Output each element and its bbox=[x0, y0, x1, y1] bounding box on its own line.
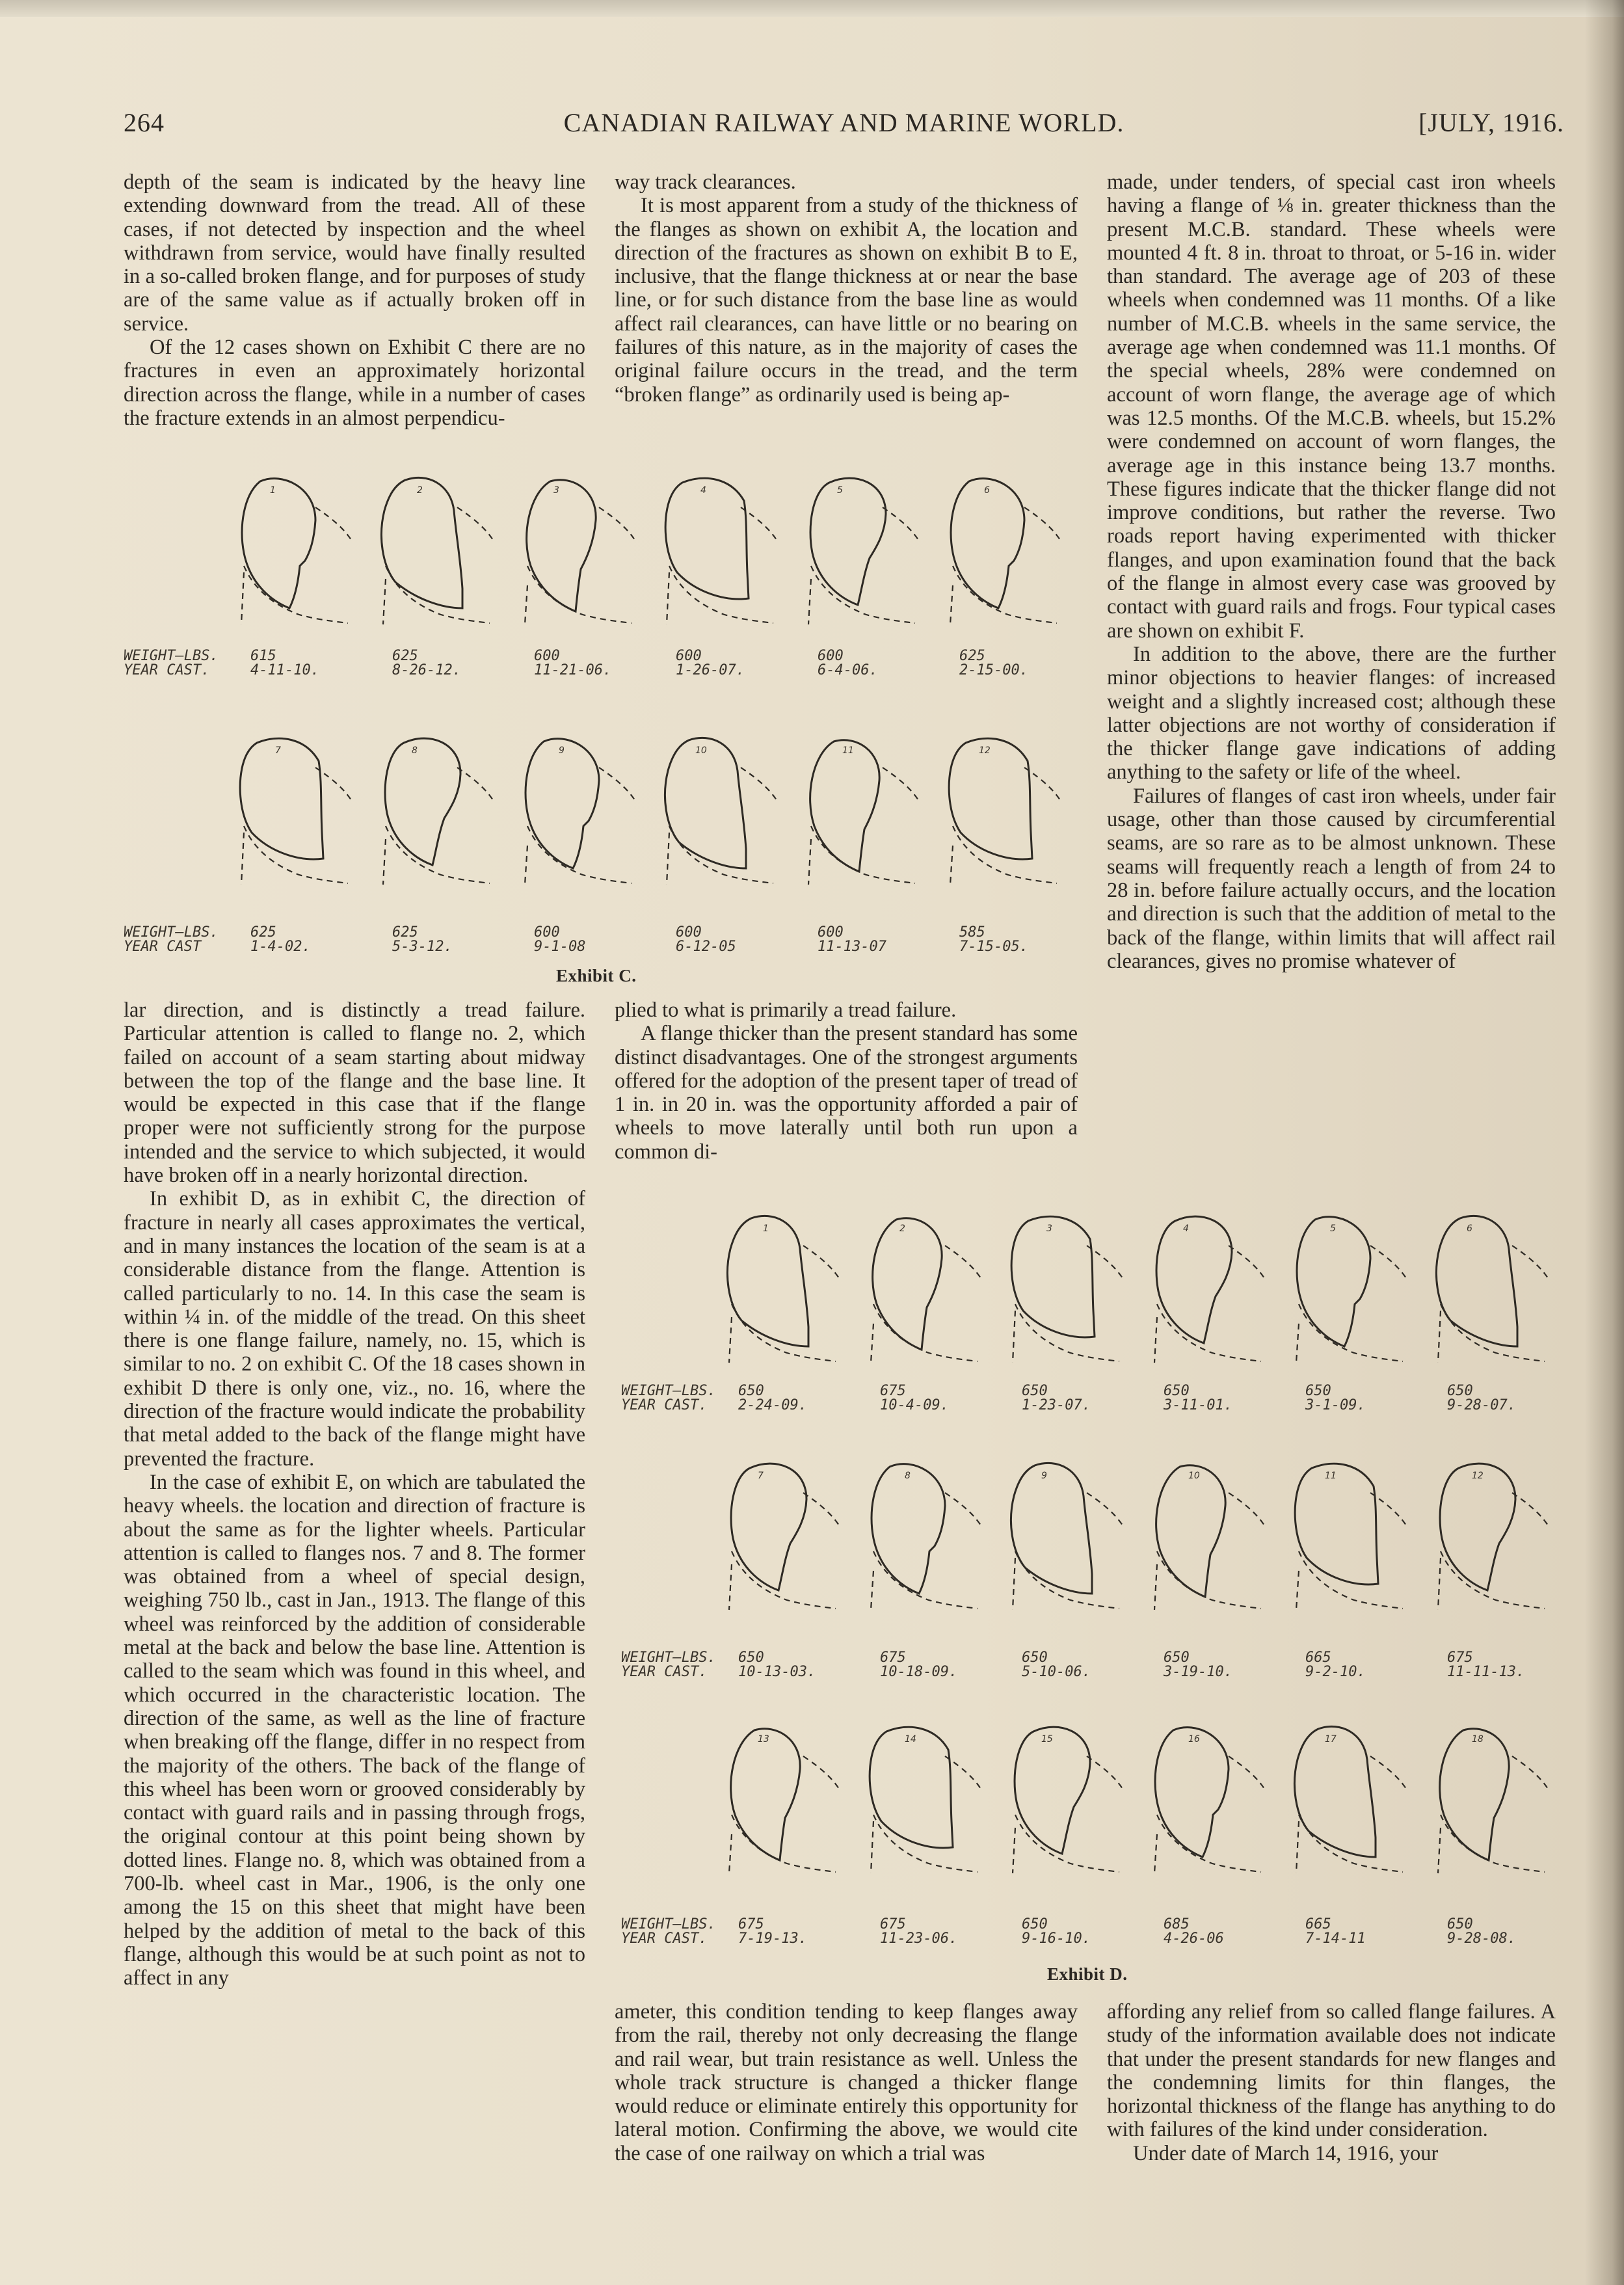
original-contour-dashed bbox=[1229, 1756, 1264, 1789]
flange-outline bbox=[1436, 1216, 1517, 1346]
flange-profile-17-icon bbox=[1294, 1726, 1406, 1873]
flange-outline bbox=[527, 480, 596, 611]
exhibit-d-row1-year-cast-5: 3-1-09. bbox=[1305, 1397, 1366, 1413]
flange-profile-12-icon bbox=[949, 738, 1060, 885]
original-contour-dashed bbox=[1229, 1493, 1264, 1525]
exhibit-d-row2-year-cast-8: 10-18-09. bbox=[880, 1664, 958, 1680]
paragraph: depth of the seam is indicated by the heavy line extending downward from the tread. All of these cases, if not detected by inspection and the wheel withdrawn from service, would have finally resulted in a so-called broken flange, and for purposes of study are of the same value as if actually broken off in service. bbox=[124, 170, 585, 336]
tread-line-dashed bbox=[1438, 1828, 1441, 1873]
flange-outline bbox=[240, 738, 323, 859]
bottom-column-2-bottom bbox=[615, 2000, 1078, 2165]
flange-number: 3 bbox=[553, 485, 559, 496]
tread-line-dashed bbox=[1296, 1821, 1299, 1873]
exhibit-d-row3-weight-16: 685 bbox=[1164, 1916, 1190, 1932]
exhibit-d-row2-weight-9: 650 bbox=[1022, 1650, 1048, 1666]
exhibit-d-row1-weight-4: 650 bbox=[1164, 1383, 1190, 1399]
flange-profile-1-icon bbox=[241, 479, 351, 624]
flange-profile-9-icon bbox=[1011, 1463, 1123, 1610]
exhibit-d-row2-weight-8: 675 bbox=[880, 1650, 906, 1666]
exhibit-d-row1-year-label: YEAR CAST. bbox=[621, 1397, 708, 1413]
base-line-dashed bbox=[669, 826, 773, 883]
tread-line-dashed bbox=[525, 585, 527, 624]
exhibit-c-row2-year-cast-11: 11-13-07 bbox=[818, 939, 886, 955]
exhibit-c-row2-weight-11: 600 bbox=[818, 924, 844, 941]
exhibit-d-row2-year-cast-7: 10-13-03. bbox=[738, 1664, 816, 1680]
exhibit-d-row1-year-cast-6: 9-28-07. bbox=[1447, 1397, 1516, 1413]
flange-number: 2 bbox=[899, 1223, 905, 1234]
flange-number: 12 bbox=[1472, 1471, 1484, 1481]
flange-profile-8-icon bbox=[383, 738, 493, 885]
top-column-2 bbox=[615, 170, 1078, 407]
base-line-dashed bbox=[1015, 1551, 1119, 1609]
flange-outline bbox=[665, 478, 749, 599]
bottom-column-1 bbox=[124, 998, 585, 1990]
exhibit-d-row3-year-label: YEAR CAST. bbox=[621, 1931, 708, 1947]
flange-number: 7 bbox=[275, 745, 281, 756]
exhibit-d-row3-year-cast-17: 7-14-11 bbox=[1305, 1931, 1366, 1947]
flange-profile-6-icon bbox=[1436, 1216, 1548, 1363]
flange-outline bbox=[665, 738, 746, 868]
tread-line-dashed bbox=[808, 839, 811, 885]
flange-profile-16-icon bbox=[1154, 1728, 1264, 1873]
exhibit-c-row2-year-cast-7: 1-4-02. bbox=[250, 939, 311, 955]
exhibit-c-row1-year-cast-4: 1-26-07. bbox=[676, 662, 745, 678]
flange-profile-9-icon bbox=[525, 739, 635, 885]
exhibit-d-row2-weight-label: WEIGHT–LBS. bbox=[621, 1650, 716, 1666]
flange-profile-14-icon bbox=[870, 1727, 981, 1873]
exhibit-d-row1-weight-2: 675 bbox=[880, 1383, 906, 1399]
flange-number: 1 bbox=[763, 1223, 769, 1234]
exhibit-d-row2-year-label: YEAR CAST. bbox=[621, 1664, 708, 1680]
tread-line-dashed bbox=[1438, 1558, 1441, 1610]
paragraph: Of the 12 cases shown on Exhibit C there are no fractures in even an approximately horizontal direction across the flange, while in a number of cases the fracture extends in an almost perpendicu- bbox=[124, 336, 585, 430]
exhibit-c-row1-year-cast-3: 11-21-06. bbox=[534, 662, 612, 678]
flange-outline bbox=[731, 1463, 806, 1590]
paragraph: In exhibit D, as in exhibit C, the direction of fracture in nearly all cases approximates the vertical, and in many instances the location of the seam is at a considerable distance from the flange. Attention is called particularly to no. 14. In this case the seam is within ¼ in. of the middle of the tread. On this sheet there is one flange failure, namely, no. 15, which is similar to no. 2 on exhibit C. Of the 18 cases shown in exhibit D there is only one, viz., no. 16, where the direction of the fracture would indicate the probability that metal added to the back of the flange might have prevented the fracture. bbox=[124, 1187, 585, 1471]
tread-line-dashed bbox=[1013, 1828, 1015, 1873]
exhibit-d-row2-year-cast-11: 9-2-10. bbox=[1305, 1664, 1366, 1680]
paragraph: ameter, this condition tending to keep flanges away from the rail, thereby not only decreasing the flange and rail wear, but train resistance as well. Unless the whole track structure is changed a thicker flange would reduce or eliminate entirely this opportunity for lateral motion. Confirming the above, we would cite the case of one railway on which a trial was bbox=[615, 2000, 1078, 2165]
original-contour-dashed bbox=[803, 1493, 839, 1525]
issue-date: [JULY, 1916. bbox=[1418, 108, 1564, 137]
exhibit-c-svg bbox=[124, 468, 1099, 976]
paragraph: It is most apparent from a study of the thickness of the flanges as shown on exhibit A, the location and direction of the fractures as shown on exhibit B to E, inclusive, that the flange thickness at or near the base line, or for such distance from the base line as would affect rail clearances, can have little or no bearing on failures of this nature, as in the majority of cases the original failure occurs in the tread, and the term “broken flange” as ordinarily used is being ap- bbox=[615, 194, 1078, 407]
exhibit-d-caption: Exhibit D. bbox=[1047, 1964, 1128, 1984]
flange-number: 1 bbox=[270, 485, 276, 496]
tread-line-dashed bbox=[1154, 1317, 1157, 1363]
base-line-dashed bbox=[527, 826, 632, 883]
exhibit-d-row1-year-cast-3: 1-23-07. bbox=[1022, 1397, 1091, 1413]
original-contour-dashed bbox=[1512, 1493, 1548, 1525]
exhibit-c-row2-year-cast-9: 9-1-08 bbox=[534, 939, 586, 955]
bottom-column-3-bottom bbox=[1107, 2000, 1556, 2165]
flange-profile-2-icon bbox=[381, 477, 493, 624]
flange-outline bbox=[1011, 1216, 1095, 1337]
flange-profile-4-icon bbox=[1154, 1216, 1264, 1363]
flange-number: 6 bbox=[1467, 1223, 1472, 1234]
exhibit-c-row1-weight-2: 625 bbox=[392, 648, 418, 664]
exhibit-d-row3-weight-17: 665 bbox=[1305, 1916, 1331, 1932]
base-line-dashed bbox=[732, 1304, 836, 1361]
exhibit-d-row1-weight-1: 650 bbox=[738, 1383, 764, 1399]
flange-number: 11 bbox=[842, 745, 854, 756]
flange-profile-4-icon bbox=[665, 478, 777, 624]
flange-outline bbox=[951, 479, 1024, 608]
flange-outline bbox=[1297, 1217, 1370, 1346]
base-line-dashed bbox=[1157, 1815, 1261, 1872]
flange-profile-2-icon bbox=[871, 1218, 981, 1363]
page-top-edge bbox=[0, 0, 1624, 17]
flange-outline bbox=[949, 738, 1032, 859]
flange-number: 9 bbox=[559, 745, 565, 756]
exhibit-d-row3-weight-18: 650 bbox=[1447, 1916, 1473, 1932]
exhibit-c-row1-weight-3: 600 bbox=[534, 648, 560, 664]
base-line-dashed bbox=[953, 826, 1057, 883]
bottom-column-2-top bbox=[615, 998, 1078, 1164]
original-contour-dashed bbox=[803, 1246, 839, 1278]
flange-outline bbox=[731, 1729, 801, 1860]
tread-line-dashed bbox=[241, 833, 244, 885]
flange-profile-13-icon bbox=[729, 1729, 839, 1873]
original-contour-dashed bbox=[599, 768, 635, 800]
exhibit-d-figure bbox=[615, 1194, 1558, 1981]
tread-line-dashed bbox=[871, 1324, 873, 1363]
original-contour-dashed bbox=[945, 1246, 981, 1278]
exhibit-d-row1-year-cast-2: 10-4-09. bbox=[880, 1397, 949, 1413]
exhibit-d-row3-year-cast-13: 7-19-13. bbox=[738, 1931, 807, 1947]
exhibit-d-row2-weight-11: 665 bbox=[1305, 1650, 1331, 1666]
tread-line-dashed bbox=[808, 579, 811, 624]
base-line-dashed bbox=[244, 826, 348, 883]
flange-outline bbox=[1440, 1729, 1510, 1860]
flange-number: 8 bbox=[412, 745, 418, 756]
flange-profile-11-icon bbox=[808, 740, 918, 885]
tread-line-dashed bbox=[871, 1821, 873, 1873]
original-contour-dashed bbox=[1229, 1246, 1264, 1278]
flange-number: 16 bbox=[1188, 1734, 1200, 1744]
base-line-dashed bbox=[1299, 1551, 1403, 1609]
flange-number: 5 bbox=[1330, 1223, 1336, 1234]
exhibit-c-row2-year-label: YEAR CAST bbox=[124, 939, 202, 955]
base-line-dashed bbox=[732, 1551, 836, 1609]
exhibit-d-row1-weight-label: WEIGHT–LBS. bbox=[621, 1383, 716, 1399]
base-line-dashed bbox=[873, 1551, 978, 1609]
flange-profile-12-icon bbox=[1438, 1463, 1548, 1610]
journal-title: CANADIAN RAILWAY AND MARINE WORLD. bbox=[563, 108, 1125, 137]
tread-line-dashed bbox=[383, 839, 386, 885]
running-header bbox=[124, 107, 1564, 146]
original-contour-dashed bbox=[315, 507, 351, 540]
flange-outline bbox=[1440, 1463, 1515, 1590]
exhibit-d-svg bbox=[615, 1194, 1558, 1981]
paragraph: Under date of March 14, 1916, your bbox=[1133, 2141, 1439, 2165]
exhibit-d-row3-year-cast-14: 11-23-06. bbox=[880, 1931, 958, 1947]
exhibit-d-row3-weight-13: 675 bbox=[738, 1916, 764, 1932]
exhibit-c-row1-weight-5: 600 bbox=[818, 648, 844, 664]
top-column-1 bbox=[124, 170, 585, 430]
exhibit-d-row3-weight-15: 650 bbox=[1022, 1916, 1048, 1932]
tread-line-dashed bbox=[729, 1317, 732, 1363]
exhibit-d-row3-year-cast-15: 9-16-10. bbox=[1022, 1931, 1091, 1947]
flange-outline bbox=[1156, 1465, 1226, 1597]
base-line-dashed bbox=[811, 566, 915, 623]
tread-line-dashed bbox=[1438, 1311, 1441, 1363]
original-contour-dashed bbox=[457, 507, 493, 540]
flange-outline bbox=[381, 477, 462, 608]
exhibit-c-row2-weight-12: 585 bbox=[959, 924, 985, 941]
exhibit-d-row2-year-cast-12: 11-11-13. bbox=[1447, 1664, 1525, 1680]
paragraph: In addition to the above, there are the further minor objections to heavier flanges: of increased weight and a slightly increased cost; although these latter objections are not worthy of consideration if the thicker flange gave indications of adding anything to the safety or life of the wheel. bbox=[1107, 642, 1556, 784]
flange-number: 18 bbox=[1472, 1734, 1484, 1744]
flange-number: 4 bbox=[1183, 1223, 1189, 1234]
exhibit-d-row3-year-cast-18: 9-28-08. bbox=[1447, 1931, 1516, 1947]
base-line-dashed bbox=[1441, 1304, 1545, 1361]
paragraph: In the case of exhibit E, on which are tabulated the heavy wheels. the location and direction of fracture is about the same as for the lighter wheels. Particular attention is called to flanges nos. 7 and 8. The former was obtained from a wheel of special design, weighing 750 lb., cast in Jan., 1913. The flange of this wheel was reinforced by the addition of considerable metal at the back and below the base line. Attention is called to the seam which was found in this wheel, and which occurred in the characteristic location. The direction of the same, as well as the line of fracture when breaking off the flange, differ in no respect from the majority of the others. The back of the flange of this wheel has been worn or grooved considerably by contact with guard rails and in passing through frogs, the original contour at this point being shown by dotted lines. Flange no. 8, which was obtained from a 700-lb. wheel cast in Mar., 1906, is the only one among the 15 on this sheet that might have been helped by the addition of metal to the back of this flange, although this would be at such point as not to affect in any bbox=[124, 1470, 585, 1990]
paragraph: plied to what is primarily a tread failure. bbox=[615, 998, 957, 1022]
original-contour-dashed bbox=[1512, 1756, 1548, 1789]
exhibit-c-row2-weight-7: 625 bbox=[250, 924, 276, 941]
flange-profile-15-icon bbox=[1013, 1727, 1123, 1873]
tread-line-dashed bbox=[667, 833, 669, 885]
flange-outline bbox=[873, 1218, 942, 1350]
flange-outline bbox=[1156, 1216, 1232, 1343]
flange-outline bbox=[1155, 1728, 1229, 1857]
flange-profile-6-icon bbox=[950, 479, 1060, 624]
flange-outline bbox=[1295, 1463, 1378, 1584]
exhibit-c-figure bbox=[124, 468, 1099, 976]
flange-number: 3 bbox=[1046, 1223, 1052, 1234]
flange-number: 17 bbox=[1325, 1734, 1337, 1744]
original-contour-dashed bbox=[945, 1493, 981, 1525]
paragraph: A flange thicker than the present standard has some distinct disadvantages. One of the strongest arguments offered for the adoption of the present taper of tread of 1 in. in 20 in. was the opportunity afforded a pair of wheels to move laterally until both run upon a common di- bbox=[615, 1022, 1078, 1164]
exhibit-c-row1-weight-4: 600 bbox=[676, 648, 702, 664]
base-line-dashed bbox=[1299, 1304, 1403, 1361]
base-line-dashed bbox=[244, 566, 348, 623]
exhibit-d-row3-weight-14: 675 bbox=[880, 1916, 906, 1932]
flange-outline bbox=[526, 739, 599, 868]
exhibit-c-row1-year-cast-2: 8-26-12. bbox=[392, 662, 461, 678]
original-contour-dashed bbox=[883, 507, 918, 540]
exhibit-d-row3-year-cast-16: 4-26-06 bbox=[1164, 1931, 1224, 1947]
flange-outline bbox=[1015, 1727, 1090, 1854]
exhibit-c-row2-weight-10: 600 bbox=[676, 924, 702, 941]
exhibit-c-row1-weight-6: 625 bbox=[959, 648, 985, 664]
flange-profile-3-icon bbox=[1011, 1216, 1123, 1363]
tread-line-dashed bbox=[1013, 1558, 1015, 1610]
flange-number: 11 bbox=[1325, 1471, 1337, 1481]
exhibit-d-row1-year-cast-1: 2-24-09. bbox=[738, 1397, 807, 1413]
base-line-dashed bbox=[953, 566, 1057, 623]
exhibit-d-row2-year-cast-9: 5-10-06. bbox=[1022, 1664, 1091, 1680]
page-number: 264 bbox=[124, 108, 165, 137]
page-gutter-shadow bbox=[1585, 0, 1624, 2285]
tread-line-dashed bbox=[241, 572, 244, 624]
tread-line-dashed bbox=[1154, 1564, 1157, 1610]
flange-number: 2 bbox=[417, 485, 423, 496]
flange-number: 6 bbox=[984, 485, 990, 496]
exhibit-c-row1-year-label: YEAR CAST. bbox=[124, 662, 210, 678]
paragraph: Failures of flanges of cast iron wheels, under fair usage, other than those caused by circumferential seams, are so rare as to be almost unknown. These seams will frequently reach a length of from 24 to 28 in. before failure actually occurs, and the location and direction is such that the addition of metal to the back of the flange, within limits that will affect rail clearances, gives no promise whatever of bbox=[1107, 784, 1556, 973]
exhibit-c-row2-weight-label: WEIGHT–LBS. bbox=[124, 924, 219, 941]
flange-outline bbox=[242, 479, 315, 608]
flange-outline bbox=[870, 1727, 953, 1848]
exhibit-d-row2-year-cast-10: 3-19-10. bbox=[1164, 1664, 1232, 1680]
original-contour-dashed bbox=[1370, 1246, 1406, 1278]
tread-line-dashed bbox=[1013, 1311, 1015, 1363]
flange-profile-7-icon bbox=[240, 738, 351, 885]
flange-number: 14 bbox=[905, 1734, 916, 1744]
tread-line-dashed bbox=[1296, 1324, 1299, 1363]
paragraph: way track clearances. bbox=[615, 170, 796, 194]
base-line-dashed bbox=[669, 566, 773, 623]
tread-line-dashed bbox=[729, 1564, 732, 1610]
exhibit-c-row2-weight-9: 600 bbox=[534, 924, 560, 941]
exhibit-c-row2-year-cast-8: 5-3-12. bbox=[392, 939, 453, 955]
tread-line-dashed bbox=[1296, 1571, 1299, 1610]
paragraph: lar direction, and is distinctly a tread failure. Particular attention is called to flange no. 2, which failed on account of a seam starting about midway between the top of the flange and the base line. It would be expected in this case that if the flange proper were not sufficiently strong for the purpose intended and the service to which subjected, it would have broken off in a nearly horizontal direction. bbox=[124, 998, 585, 1188]
tread-line-dashed bbox=[525, 846, 527, 885]
exhibit-d-row1-year-cast-4: 3-11-01. bbox=[1164, 1397, 1232, 1413]
base-line-dashed bbox=[1299, 1815, 1403, 1872]
exhibit-d-row1-weight-3: 650 bbox=[1022, 1383, 1048, 1399]
exhibit-c-row1-year-cast-6: 2-15-00. bbox=[959, 662, 1028, 678]
original-contour-dashed bbox=[741, 768, 777, 800]
base-line-dashed bbox=[1157, 1304, 1261, 1361]
original-contour-dashed bbox=[883, 768, 918, 800]
paragraph: affording any relief from so called flange failures. A study of the information available does not indicate that under the present standards for new flanges and the condemning limits for thin flanges, the horizontal thickness of the flange has anything to do with failures of the kind under consideration. bbox=[1107, 2000, 1556, 2142]
base-line-dashed bbox=[386, 566, 490, 623]
exhibit-d-row1-weight-5: 650 bbox=[1305, 1383, 1331, 1399]
flange-profile-10-icon bbox=[1154, 1465, 1264, 1610]
original-contour-dashed bbox=[1024, 507, 1060, 540]
original-contour-dashed bbox=[803, 1756, 839, 1789]
tread-line-dashed bbox=[871, 1571, 873, 1610]
flange-profile-18-icon bbox=[1438, 1729, 1548, 1873]
flange-number: 7 bbox=[758, 1471, 764, 1481]
flange-number: 4 bbox=[700, 485, 706, 496]
flange-profile-7-icon bbox=[729, 1463, 839, 1610]
exhibit-c-row1-weight-1: 615 bbox=[250, 648, 276, 664]
exhibit-c-row1-year-cast-1: 4-11-10. bbox=[250, 662, 319, 678]
paragraph: made, under tenders, of special cast iron wheels having a flange of ⅛ in. greater thickness than the present M.C.B. standard. These wheels were mounted 4 ft. 8 in. throat to throat, or 5-16 in. wider than standard. The average age of 203 of these wheels when condemned was 11 months. Of a like number of M.C.B. wheels in the same service, the average age when condemned was 11.1 months. Of the special wheels, 28% were condemned on account of worn flange, the average age of which was 12.5 months. Of the M.C.B. wheels, but 15.2% were condemned on account of worn flanges, the average age in this instance being 13.7 months. These figures indicate that the thicker flange did not improve conditions, but rather the reverse. Two roads report having experimented with thicker flanges, and upon examination found that the back of the flange in almost every case was grooved by contact with guard rails and frogs. Four typical cases are shown on exhibit F. bbox=[1107, 170, 1556, 643]
flange-number: 12 bbox=[979, 745, 991, 756]
tread-line-dashed bbox=[1154, 1834, 1157, 1873]
flange-outline bbox=[385, 738, 460, 865]
flange-number: 13 bbox=[758, 1734, 769, 1744]
original-contour-dashed bbox=[1087, 1756, 1123, 1789]
top-column-3 bbox=[1107, 170, 1556, 973]
base-line-dashed bbox=[873, 1815, 978, 1872]
tread-line-dashed bbox=[950, 846, 953, 885]
tread-line-dashed bbox=[950, 585, 953, 624]
flange-number: 9 bbox=[1041, 1471, 1047, 1481]
base-line-dashed bbox=[1441, 1551, 1545, 1609]
flange-profile-8-icon bbox=[871, 1464, 981, 1610]
exhibit-d-row2-weight-10: 650 bbox=[1164, 1650, 1190, 1666]
exhibit-c-row2-year-cast-12: 7-15-05. bbox=[959, 939, 1028, 955]
tread-line-dashed bbox=[729, 1834, 732, 1873]
exhibit-c-row2-year-cast-10: 6-12-05 bbox=[676, 939, 736, 955]
exhibit-c-row1-weight-label: WEIGHT–LBS. bbox=[124, 648, 219, 664]
flange-outline bbox=[727, 1216, 808, 1346]
flange-outline bbox=[810, 740, 880, 872]
original-contour-dashed bbox=[599, 507, 635, 540]
flange-outline bbox=[1294, 1726, 1376, 1857]
original-contour-dashed bbox=[1512, 1246, 1548, 1278]
exhibit-d-row2-weight-7: 650 bbox=[738, 1650, 764, 1666]
tread-line-dashed bbox=[667, 572, 669, 624]
flange-number: 15 bbox=[1041, 1734, 1053, 1744]
base-line-dashed bbox=[1015, 1304, 1119, 1361]
exhibit-d-row1-weight-6: 650 bbox=[1447, 1383, 1473, 1399]
flange-outline bbox=[810, 478, 886, 605]
flange-outline bbox=[1011, 1463, 1092, 1594]
exhibit-d-row2-weight-12: 675 bbox=[1447, 1650, 1473, 1666]
flange-profile-10-icon bbox=[665, 738, 777, 885]
flange-number: 10 bbox=[1188, 1471, 1200, 1481]
exhibit-d-row3-weight-label: WEIGHT–LBS. bbox=[621, 1916, 716, 1932]
flange-outline bbox=[872, 1464, 945, 1594]
exhibit-c-row2-weight-8: 625 bbox=[392, 924, 418, 941]
flange-profile-3-icon bbox=[525, 480, 635, 624]
flange-number: 5 bbox=[837, 485, 843, 496]
flange-number: 8 bbox=[905, 1471, 911, 1481]
flange-profile-5-icon bbox=[1296, 1217, 1406, 1363]
original-contour-dashed bbox=[1087, 1493, 1123, 1525]
flange-profile-11-icon bbox=[1295, 1463, 1406, 1610]
exhibit-c-row1-year-cast-5: 6-4-06. bbox=[818, 662, 878, 678]
flange-profile-5-icon bbox=[808, 478, 918, 624]
base-line-dashed bbox=[386, 826, 490, 883]
original-contour-dashed bbox=[457, 768, 493, 800]
original-contour-dashed bbox=[1370, 1756, 1406, 1789]
flange-number: 10 bbox=[695, 745, 707, 756]
tread-line-dashed bbox=[383, 579, 386, 624]
exhibit-c-caption: Exhibit C. bbox=[556, 966, 637, 985]
flange-profile-1-icon bbox=[727, 1216, 839, 1363]
base-line-dashed bbox=[1015, 1815, 1119, 1872]
